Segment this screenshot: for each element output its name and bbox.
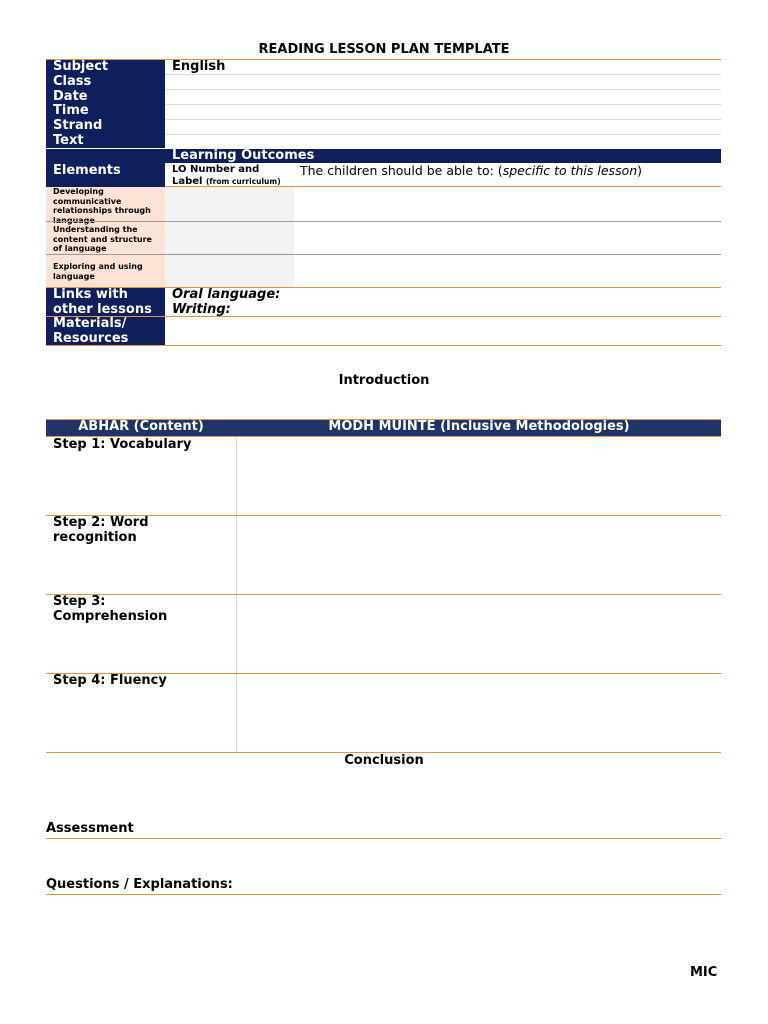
assessment-underline	[46, 838, 721, 839]
element-item: Understanding the content and structure of language	[53, 225, 152, 253]
row-divider	[46, 254, 721, 255]
questions-underline	[46, 894, 721, 895]
strand-label: Strand	[53, 118, 103, 133]
text-label: Text	[53, 133, 84, 148]
page-title: READING LESSON PLAN TEMPLATE	[258, 42, 510, 57]
element-item: Exploring and using language	[53, 262, 143, 281]
lo-number-label: LO Number and Label (from curriculum)	[172, 164, 281, 187]
lo-number-gray-column	[165, 187, 294, 287]
footer-mic: MIC	[690, 965, 718, 980]
row-divider	[46, 221, 721, 222]
content-column-header: ÁBHAR (Content)	[78, 419, 204, 434]
step-4: Step 4: Fluency	[53, 673, 167, 688]
step-1: Step 1: Vocabulary	[53, 437, 192, 452]
children-should-text: The children should be able to: (specific to this lesson)	[300, 163, 643, 178]
date-label: Date	[53, 89, 88, 104]
materials-label: Materials/ Resources	[53, 316, 129, 346]
subject-value[interactable]: English	[172, 59, 226, 74]
questions-heading: Questions / Explanations:	[46, 877, 233, 892]
learning-outcomes-heading: Learning Outcomes	[172, 148, 315, 163]
row-divider	[165, 134, 721, 135]
links-values: Oral language: Writing:	[172, 287, 281, 317]
row-divider	[165, 119, 721, 120]
column-divider	[236, 437, 237, 753]
materials-bottom-line	[46, 345, 721, 346]
row-divider	[165, 74, 721, 75]
row-divider	[165, 89, 721, 90]
methodologies-column-header: MODH MÚINTE (Inclusive Methodologies)	[328, 419, 630, 434]
subject-label: Subject	[53, 59, 109, 74]
time-label: Time	[53, 103, 89, 118]
step-2: Step 2: Word recognition	[53, 515, 149, 545]
row-divider	[165, 104, 721, 105]
class-label: Class	[53, 74, 92, 89]
introduction-heading: Introduction	[338, 373, 430, 388]
assessment-heading: Assessment	[46, 821, 134, 836]
conclusion-heading: Conclusion	[344, 753, 424, 768]
element-item: Developing communicative relationships through language	[53, 187, 151, 225]
elements-label: Elements	[53, 163, 121, 178]
links-label: Links with other lessons	[53, 287, 152, 317]
step-3: Step 3: Comprehension	[53, 594, 168, 624]
